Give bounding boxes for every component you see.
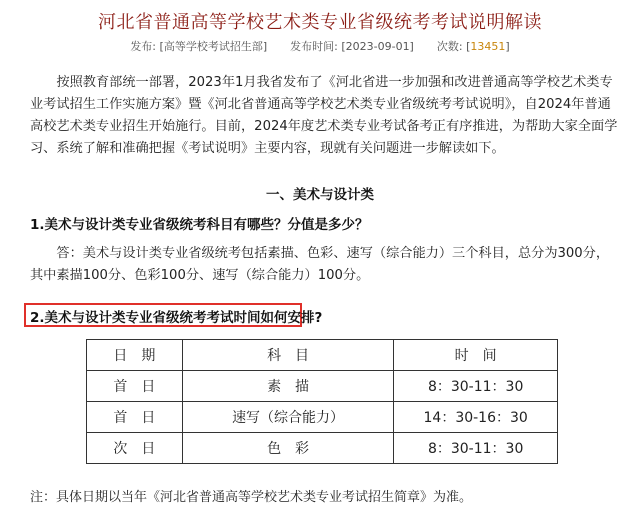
cell-date: 首 日 xyxy=(87,402,183,433)
section-heading: 一、美术与设计类 xyxy=(266,187,374,203)
article-meta xyxy=(0,38,640,54)
table-header-row xyxy=(87,340,558,371)
question-2: 2.美术与设计类专业省级统考考试时间如何安排? xyxy=(30,310,323,326)
table-row xyxy=(87,402,558,433)
publisher-link[interactable]: [高等学校考试招生部] xyxy=(159,40,268,53)
footnote: 注：具体日期以当年《河北省普通高等学校艺术类专业考试招生简章》为准。 xyxy=(30,490,473,505)
table-row xyxy=(87,371,558,402)
views-open: [ xyxy=(466,40,471,53)
publisher-label: 发布: xyxy=(130,40,157,53)
cell-date: 次 日 xyxy=(87,433,183,464)
date-label: 发布时间: xyxy=(290,40,338,53)
cell-date: 首 日 xyxy=(87,371,183,402)
cell-time: 8：30-11：30 xyxy=(394,371,558,402)
answer-1: 答：美术与设计类专业省级统考包括素描、色彩、速写（综合能力）三个科目，总分为300分，其中素描100分、色彩100分、速写（综合能力）100分。 xyxy=(30,246,610,283)
article-title: 河北省普通高等学校艺术类专业省级统考考试说明解读 xyxy=(98,12,542,33)
schedule-table xyxy=(86,339,558,464)
publish-date: [2023-09-01] xyxy=(341,40,414,53)
views-label: 次数: xyxy=(436,40,463,53)
header-date: 日 期 xyxy=(87,340,183,371)
cell-subject: 素 描 xyxy=(182,371,394,402)
cell-time: 8：30-11：30 xyxy=(394,433,558,464)
cell-subject: 色 彩 xyxy=(182,433,394,464)
cell-subject: 速写（综合能力） xyxy=(182,402,394,433)
views-close: ] xyxy=(505,40,510,53)
header-time: 时 间 xyxy=(394,340,558,371)
header-subject: 科 目 xyxy=(182,340,394,371)
views-count: 13451 xyxy=(470,40,506,53)
question-1: 1.美术与设计类专业省级统考科目有哪些？分值是多少？ xyxy=(30,217,369,233)
intro-paragraph: 按照教育部统一部署，2023年1月我省发布了《河北省进一步加强和改进普通高等学校艺术类专业考试招生工作实施方案》暨《河北省普通高等学校艺术类专业省级统考考试说明》，自2024年普通高校艺术类专业招生开始施行。目前，2024年度艺术类专业考试备考正有序推进，为帮助大家全面学习、系统了解和准确把握《考试说明》主要内容，现就有关问题进一步解读如下。 xyxy=(30,75,618,156)
cell-time: 14：30-16：30 xyxy=(394,402,558,433)
table-row xyxy=(87,433,558,464)
